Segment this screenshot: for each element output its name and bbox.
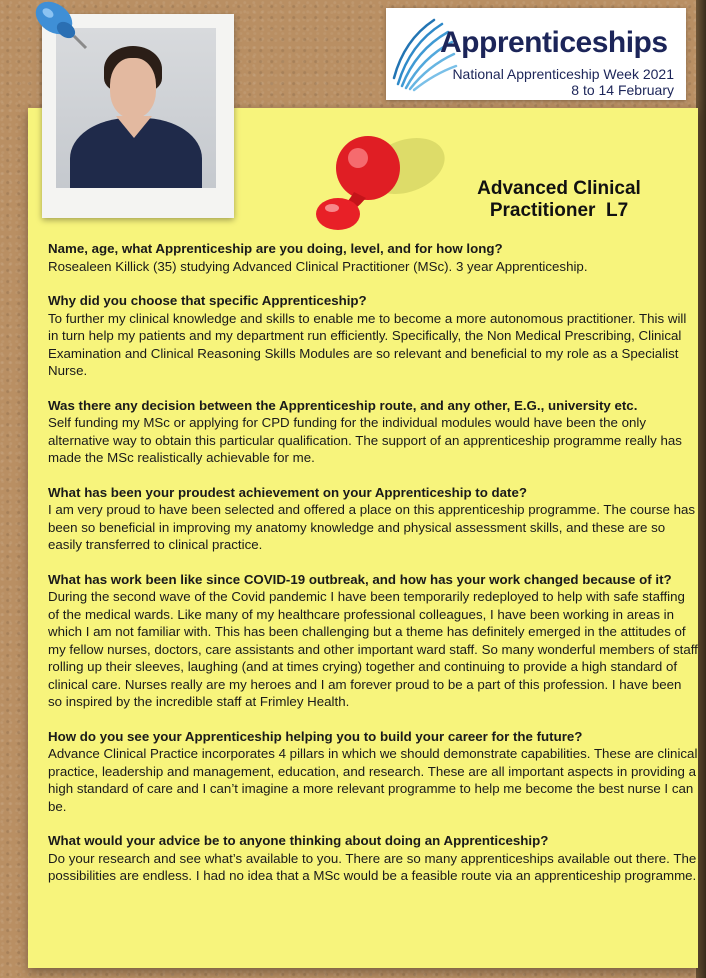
answer: During the second wave of the Covid pandemic I have been temporarily redeployed to help with safe staffing of the medical wards. Like many of my healthcare professional colleagues, I have been working in areas in which I am not familiar with. This has been challenging but a theme has definitely emerged in the attitudes of my fellow nurses, doctors, care assistants and other important ward staff. So many wonderful members of staff rolling up their sleeves, laughing (and at times crying) together and continuing to provide a high standard of clinical care. Nurses really are my heroes and I am forever proud to be a part of this profession. I have been so inspired by the incredible staff at Frimley Health. bbox=[48, 589, 698, 709]
answer: Do your research and see what’s available to you. There are so many apprenticeships available out there. The possibilities are endless. I had no idea that a MSc would be a feasible route via an apprenticeship programme. bbox=[48, 850, 697, 883]
question: What has been your proudest achievement on your Apprenticeship to date? bbox=[48, 484, 528, 500]
profile-photo bbox=[56, 28, 216, 188]
question: Name, age, what Apprenticeship are you doing, level, and for how long? bbox=[48, 241, 503, 256]
qa-section bbox=[48, 571, 698, 711]
role-title bbox=[454, 178, 664, 222]
answer: Self funding my MSc or applying for CPD funding for the individual modules would have been the only alternative way to obtain this particular qualification. The support of an apprenticeship programme really has made the MSc realistically achievable for me. bbox=[48, 415, 682, 465]
question: What would your advice be to anyone thinking about doing an Apprenticeship? bbox=[48, 833, 549, 848]
answer: Rosealeen Killick (35) studying Advanced Clinical Practitioner (MSc). 3 year Apprenticeship. bbox=[48, 258, 588, 274]
logo-dates: 8 to 14 February bbox=[571, 82, 674, 98]
qa-section bbox=[48, 832, 698, 885]
blue-pushpin-icon bbox=[30, 0, 90, 52]
red-pushpin-icon bbox=[306, 126, 456, 236]
answer: To further my clinical knowledge and skills to enable me to become a more autonomous practitioner. This will in turn help my patients and my department run efficiently. Specifically, the Non Medical Prescribing, Clinical Examination and Clinical Reasoning Skills Modules are so relevant and beneficial to my role as a Specialist Nurse. bbox=[48, 310, 687, 378]
apprenticeships-logo bbox=[386, 8, 686, 100]
qa-content bbox=[48, 240, 698, 902]
question: What has work been like since COVID-19 outbreak, and how has your work changed because of it? bbox=[48, 571, 672, 587]
logo-title: Apprenticeships bbox=[440, 26, 668, 59]
question: How do you see your Apprenticeship helping you to build your career for the future? bbox=[48, 728, 583, 744]
qa-section bbox=[48, 728, 698, 816]
question: Why did you choose that specific Apprenticeship? bbox=[48, 293, 367, 308]
qa-section bbox=[48, 397, 698, 467]
qa-section bbox=[48, 240, 698, 275]
question: Was there any decision between the Apprenticeship route, and any other, E.G., university etc. bbox=[48, 397, 638, 413]
logo-subtitle: National Apprenticeship Week 2021 bbox=[452, 66, 674, 82]
qa-section bbox=[48, 292, 698, 380]
role-title-line1: Advanced Clinical bbox=[477, 178, 641, 199]
answer: I am very proud to have been selected and offered a place on this apprenticeship programme. The course has been so beneficial in improving my anatomy knowledge and physical assessment skills, and these are so easily transferred to clinical practice. bbox=[48, 502, 696, 552]
qa-section bbox=[48, 484, 698, 554]
answer: Advance Clinical Practice incorporates 4 pillars in which we should demonstrate capabilities. These are clinical practice, leadership and management, education, and research. These are all important aspects in providing a high standard of care and I can’t imagine a more relevant programme to help me become the best nurse I can be. bbox=[48, 746, 698, 814]
role-title-line2: Practitioner L7 bbox=[489, 200, 629, 221]
